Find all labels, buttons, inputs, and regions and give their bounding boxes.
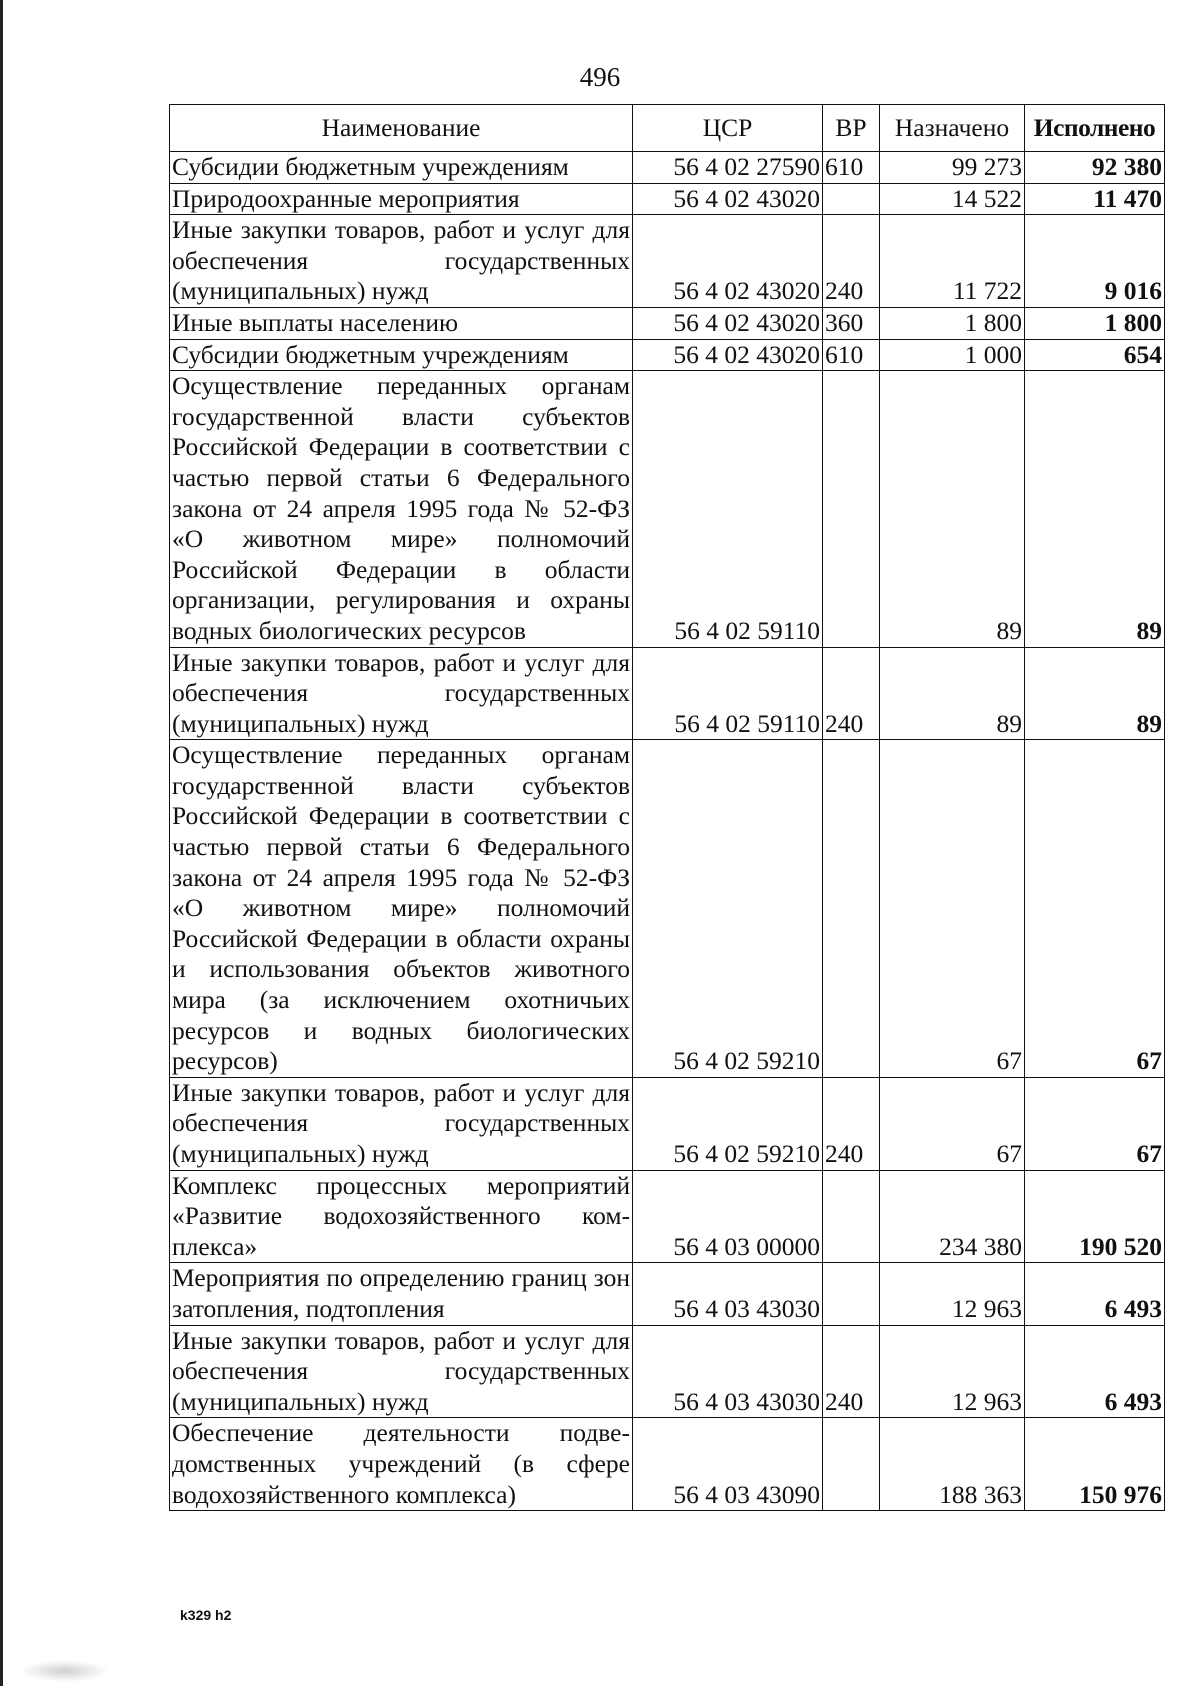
- cell-executed: 9 016: [1025, 215, 1165, 308]
- cell-name: Иные закупки товаров, работ и услуг для обеспечения государственных (муниципальных) нужд: [170, 647, 633, 740]
- cell-executed: 1 800: [1025, 307, 1165, 339]
- table-row: [170, 183, 1165, 215]
- cell-executed: 67: [1025, 1077, 1165, 1170]
- cell-name: Осуществление переданных органам государственной власти субъектов Российской Федерации в соответствии с частью первой статьи 6 Федерального закона от 24 апреля 1995 года № 52-ФЗ «О животном мире» полномочий Российской Федерации в области охраны и использования объектов животного мира (за исключением охотничьих ресурсов и водных биологических ресурсов): [170, 740, 633, 1078]
- cell-executed: 67: [1025, 740, 1165, 1078]
- cell-name: Осуществление переданных органам государственной власти субъектов Российской Федерации в соответствии с частью первой статьи 6 Федерального закона от 24 апреля 1995 года № 52-ФЗ «О животном мире» полномочий Российской Федерации в области организации, регулирования и охраны водных биологических ресурсов: [170, 371, 633, 647]
- cell-name: Субсидии бюджетным учреждениям: [170, 339, 633, 371]
- budget-table: [169, 104, 1165, 1511]
- cell-vr: [823, 183, 880, 215]
- cell-assigned: 67: [880, 740, 1025, 1078]
- cell-executed: 6 493: [1025, 1263, 1165, 1325]
- cell-executed: 89: [1025, 647, 1165, 740]
- cell-vr: 610: [823, 152, 880, 184]
- cell-csr: 56 4 02 59110: [633, 647, 823, 740]
- cell-csr: 56 4 02 43020: [633, 307, 823, 339]
- cell-name: Иные закупки товаров, работ и услуг для обеспечения государственных (муниципальных) нужд: [170, 215, 633, 308]
- cell-assigned: 89: [880, 647, 1025, 740]
- cell-assigned: 1 800: [880, 307, 1025, 339]
- cell-name: Комплекс процессных мероприятий «Развитие водохозяйственного комплекса»: [170, 1170, 633, 1263]
- cell-csr: 56 4 02 43020: [633, 183, 823, 215]
- table-row: [170, 1263, 1165, 1325]
- table-row: [170, 307, 1165, 339]
- header-csr: ЦСР: [633, 105, 823, 152]
- cell-csr: 56 4 03 43030: [633, 1325, 823, 1418]
- header-vr: ВР: [823, 105, 880, 152]
- table-row: [170, 215, 1165, 308]
- cell-executed: 654: [1025, 339, 1165, 371]
- cell-assigned: 99 273: [880, 152, 1025, 184]
- cell-executed: 89: [1025, 371, 1165, 647]
- cell-vr: [823, 371, 880, 647]
- cell-vr: 240: [823, 1077, 880, 1170]
- cell-vr: 610: [823, 339, 880, 371]
- cell-executed: 11 470: [1025, 183, 1165, 215]
- cell-assigned: 1 000: [880, 339, 1025, 371]
- cell-name: Иные закупки товаров, работ и услуг для обеспечения государственных (муниципальных) нужд: [170, 1077, 633, 1170]
- table-row: [170, 152, 1165, 184]
- table-row: [170, 1325, 1165, 1418]
- cell-assigned: 14 522: [880, 183, 1025, 215]
- cell-assigned: 11 722: [880, 215, 1025, 308]
- page-number: 496: [579, 62, 621, 92]
- table-header-row: [170, 105, 1165, 152]
- cell-name: Мероприятия по определению границ зон затопления, подтопления: [170, 1263, 633, 1325]
- cell-vr: 240: [823, 1325, 880, 1418]
- cell-executed: 150 976: [1025, 1418, 1165, 1511]
- cell-csr: 56 4 03 43090: [633, 1418, 823, 1511]
- table-row: [170, 647, 1165, 740]
- table-row: [170, 740, 1165, 1078]
- cell-executed: 6 493: [1025, 1325, 1165, 1418]
- scan-smudge: [20, 1660, 110, 1682]
- cell-name: Субсидии бюджетным учреждениям: [170, 152, 633, 184]
- table-row: [170, 1170, 1165, 1263]
- cell-csr: 56 4 03 00000: [633, 1170, 823, 1263]
- cell-csr: 56 4 02 59210: [633, 740, 823, 1078]
- cell-assigned: 234 380: [880, 1170, 1025, 1263]
- scan-left-edge: [0, 0, 3, 1686]
- cell-vr: [823, 1263, 880, 1325]
- cell-csr: 56 4 02 59210: [633, 1077, 823, 1170]
- table-row: [170, 1418, 1165, 1511]
- cell-name: Природоохранные мероприятия: [170, 183, 633, 215]
- footer-code: k329 h2: [180, 1607, 232, 1623]
- header-name: Наименование: [170, 105, 633, 152]
- cell-vr: 360: [823, 307, 880, 339]
- header-executed: Исполнено: [1025, 105, 1165, 152]
- cell-csr: 56 4 02 43020: [633, 339, 823, 371]
- cell-vr: [823, 740, 880, 1078]
- cell-assigned: 188 363: [880, 1418, 1025, 1511]
- cell-assigned: 12 963: [880, 1263, 1025, 1325]
- cell-assigned: 12 963: [880, 1325, 1025, 1418]
- cell-executed: 92 380: [1025, 152, 1165, 184]
- cell-csr: 56 4 02 27590: [633, 152, 823, 184]
- cell-vr: [823, 1418, 880, 1511]
- cell-assigned: 89: [880, 371, 1025, 647]
- cell-name: Обеспечение деятельности подведомственных учреждений (в сфере водохозяйственного комплекса): [170, 1418, 633, 1511]
- cell-csr: 56 4 02 59110: [633, 371, 823, 647]
- cell-csr: 56 4 03 43030: [633, 1263, 823, 1325]
- cell-vr: 240: [823, 647, 880, 740]
- cell-name: Иные выплаты населению: [170, 307, 633, 339]
- cell-executed: 190 520: [1025, 1170, 1165, 1263]
- cell-assigned: 67: [880, 1077, 1025, 1170]
- table-row: [170, 371, 1165, 647]
- table-row: [170, 1077, 1165, 1170]
- header-assigned: Назначено: [880, 105, 1025, 152]
- cell-vr: [823, 1170, 880, 1263]
- cell-vr: 240: [823, 215, 880, 308]
- cell-csr: 56 4 02 43020: [633, 215, 823, 308]
- table-row: [170, 339, 1165, 371]
- cell-name: Иные закупки товаров, работ и услуг для обеспечения государственных (муниципальных) нужд: [170, 1325, 633, 1418]
